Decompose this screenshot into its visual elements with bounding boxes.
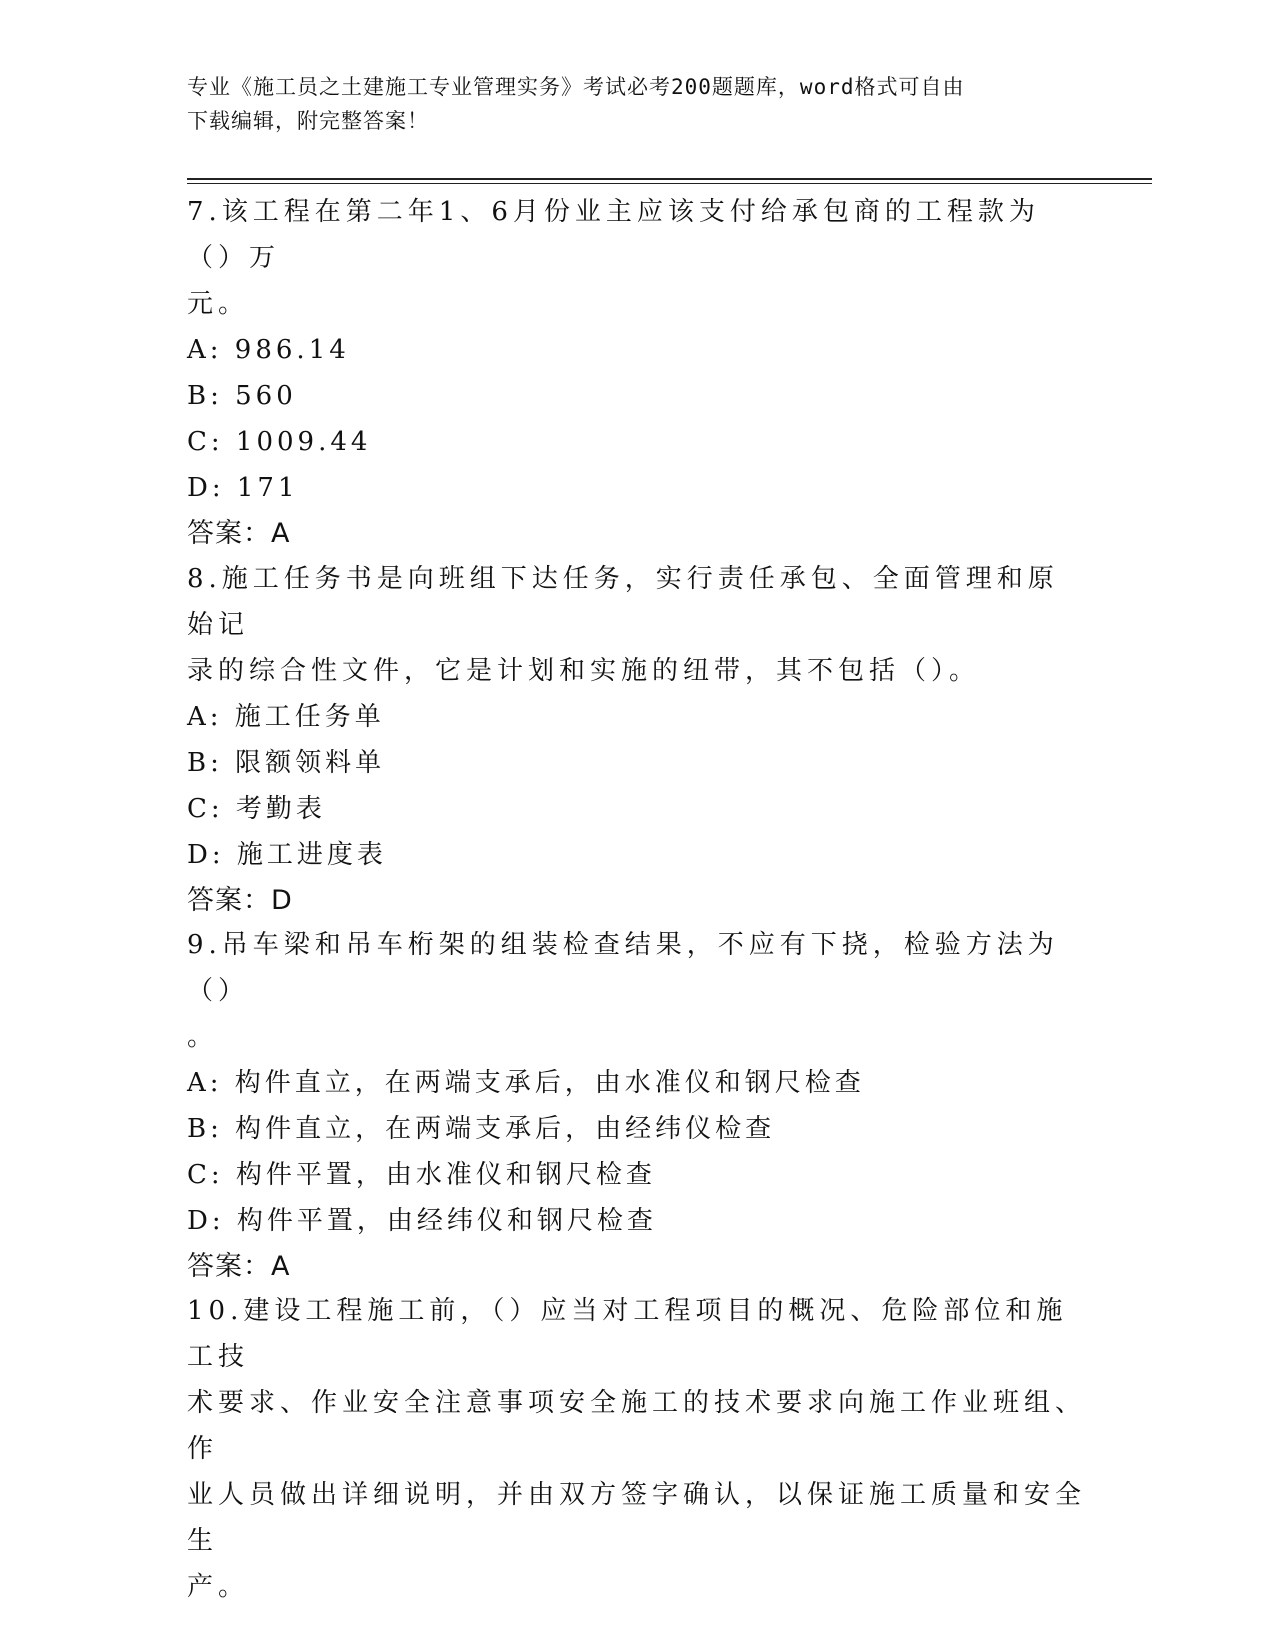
question-stem-line: 术要求、作业安全注意事项安全施工的技术要求向施工作业班组、作 <box>187 1388 1087 1464</box>
answer: 答案：A <box>187 518 291 549</box>
option-d: D: 构件平置，由经纬仪和钢尺检查 <box>187 1206 657 1236</box>
option-b: B: 560 <box>187 381 297 411</box>
option-d: D: 施工进度表 <box>187 840 387 870</box>
question-9 <box>187 922 1087 1290</box>
option-a: A: 986.14 <box>187 335 350 365</box>
question-8 <box>187 556 1087 924</box>
question-7 <box>187 189 1087 557</box>
question-stem-line: 10.建设工程施工前，（）应当对工程项目的概况、危险部位和施工技 <box>187 1296 1068 1372</box>
question-10 <box>187 1288 1087 1610</box>
option-d: D: 171 <box>187 473 299 503</box>
header-divider-thick <box>187 178 1152 180</box>
option-c: C: 1009.44 <box>187 427 372 457</box>
answer: 答案：D <box>187 885 293 916</box>
document-header <box>187 70 1077 138</box>
question-stem-line: 业人员做出详细说明，并由双方签字确认，以保证施工质量和安全生 <box>187 1480 1087 1556</box>
option-c: C: 构件平置，由水准仪和钢尺检查 <box>187 1160 656 1190</box>
question-stem-line: 元。 <box>187 289 250 319</box>
answer: 答案：A <box>187 1251 291 1282</box>
option-b: B: 构件直立，在两端支承后，由经纬仪检查 <box>187 1114 776 1144</box>
question-stem-line: 7.该工程在第二年1、6月份业主应该支付给承包商的工程款为（）万 <box>187 197 1040 273</box>
question-stem-line: 。 <box>187 1022 219 1052</box>
question-stem-line: 9.吊车梁和吊车桁架的组装检查结果，不应有下挠，检验方法为（） <box>187 930 1059 1006</box>
option-c: C: 考勤表 <box>187 794 326 824</box>
header-divider-thin <box>187 183 1152 184</box>
question-stem-line: 8.施工任务书是向班组下达任务，实行责任承包、全面管理和原始记 <box>187 564 1059 640</box>
option-b: B: 限额领料单 <box>187 748 386 778</box>
question-stem-line: 录的综合性文件，它是计划和实施的纽带，其不包括（）。 <box>187 656 981 686</box>
option-a: A: 施工任务单 <box>187 702 385 732</box>
option-a: A: 构件直立，在两端支承后，由水准仪和钢尺检查 <box>187 1068 865 1098</box>
header-line-2: 下载编辑，附完整答案！ <box>187 109 429 133</box>
question-stem-line: 产。 <box>187 1572 250 1602</box>
header-line-1: 专业《施工员之土建施工专业管理实务》考试必考200题题库，word格式可自由 <box>187 75 965 99</box>
